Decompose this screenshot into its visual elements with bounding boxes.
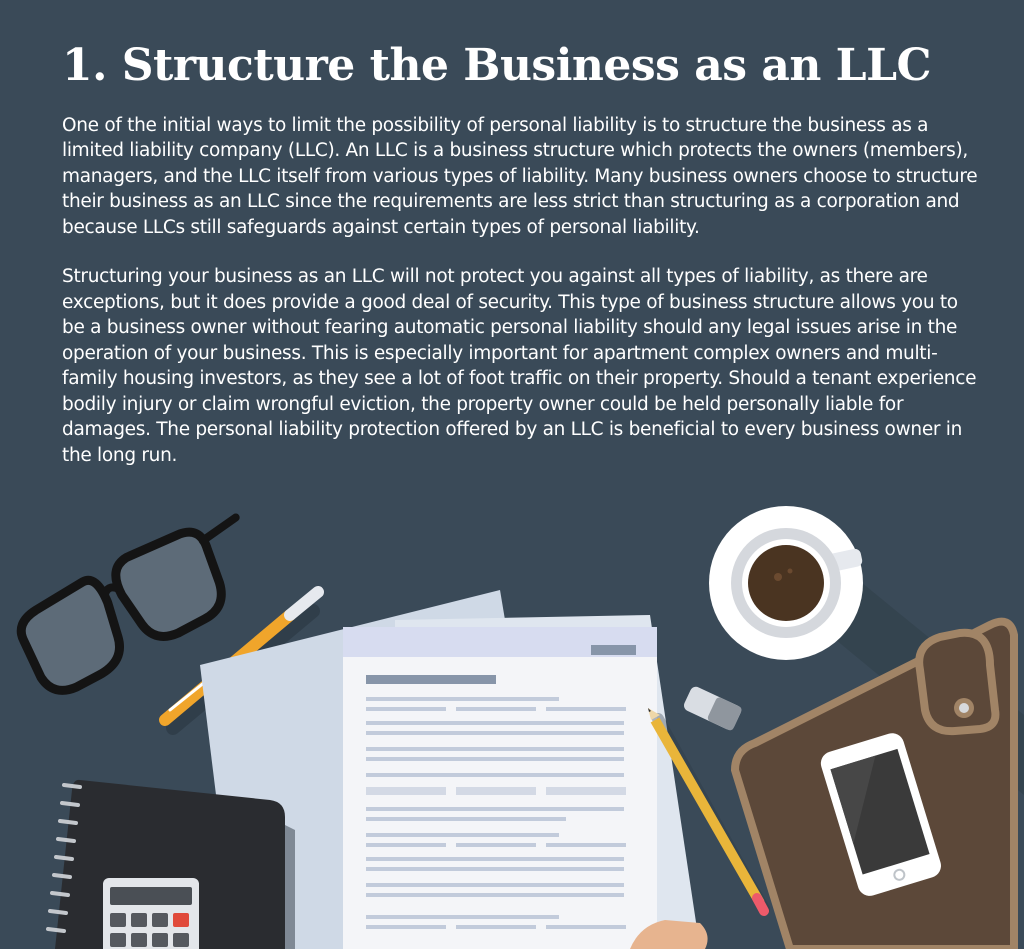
- eraser-icon: [682, 685, 743, 732]
- calculator-icon: [103, 878, 199, 949]
- paragraph-1: One of the initial ways to limit the possibility of personal liability is to structure the business as a limited liability company (LLC). An LLC is a business structure which protects the owners (members), managers, and the LLC itself from various types of liability. Many business owners choose to structure their business as an LLC since the requirements are less strict than structuring as a corporation and because LLCs still safeguards against certain types of personal liability.: [62, 114, 978, 238]
- paragraph-2: Structuring your business as an LLC will not protect you against all types of liability, as there are exceptions, but it does provide a good deal of security. This type of business structure allows you to be a business owner without fearing automatic personal liability should any legal issues arise in the operation of your business. This is especially important for apartment complex owners and multi-family housing investors, as they see a lot of foot traffic on their property. Should a tenant experience bodily injury or claim wrongful eviction, the property owner could be held personally liable for damages. The personal liability protection offered by an LLC is beneficial to every business owner in the long run.: [62, 266, 977, 466]
- document-icon: [343, 627, 657, 949]
- desk-illustration: [0, 495, 1024, 949]
- coffee-cup-icon: [709, 506, 863, 660]
- article: [62, 40, 982, 492]
- page-title: 1. Structure the Business as an LLC: [62, 40, 932, 91]
